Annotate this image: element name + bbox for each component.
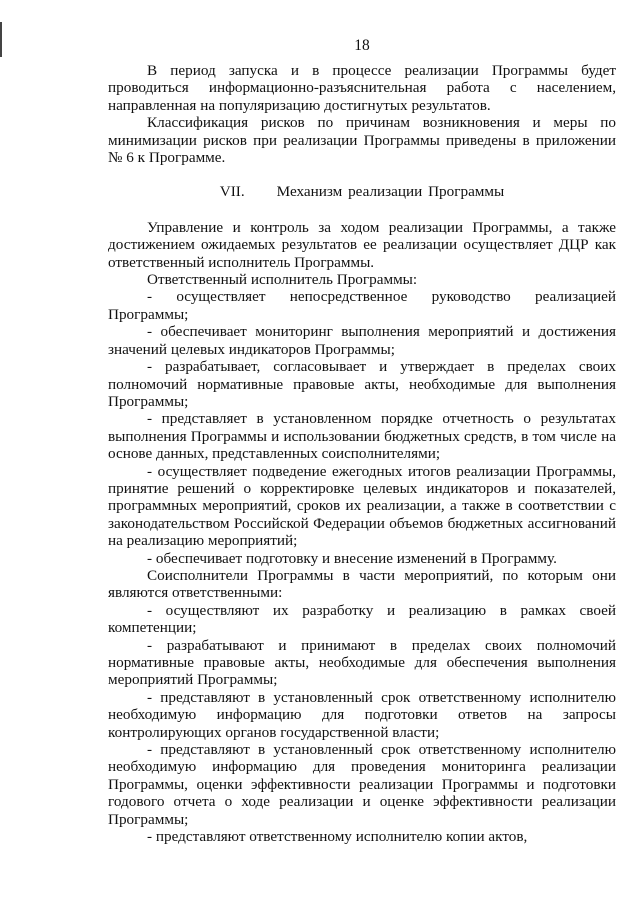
paragraph: Ответственный исполнитель Программы: bbox=[147, 271, 418, 289]
list-item: - представляют в установленный срок ответственному исполнителю необходимую информацию для подготовки ответов на запросы контролирующих органов государственной власти; bbox=[108, 688, 616, 741]
list-item: - осуществляет подведение ежегодных итогов реализации Программы, принятие решений о корректировке целевых индикаторов и показателей, программных мероприятий, сроков их реализации, а также в соответствии с законодательством Российской Федерации объемов бюджетных ассигнований на реализацию мероприятий; bbox=[108, 462, 616, 550]
section-title: Механизм реализации Программы bbox=[276, 183, 505, 201]
section-number: VII. bbox=[219, 183, 245, 201]
list-item: - обеспечивает подготовку и внесение изменений в Программу. bbox=[147, 549, 557, 567]
section-heading bbox=[108, 183, 616, 200]
list-item: - обеспечивает мониторинг выполнения мероприятий и достижения значений целевых индикаторов Программы; bbox=[108, 323, 616, 358]
list-item: - представляют ответственному исполнителю копии актов, bbox=[147, 828, 528, 846]
list-item: - осуществляет непосредственное руководство реализацией Программы; bbox=[108, 288, 616, 323]
page-number: 18 bbox=[354, 37, 370, 54]
list-item: - осуществляют их разработку и реализацию в рамках своей компетенции; bbox=[108, 601, 616, 637]
scan-edge-mark bbox=[0, 22, 2, 57]
paragraph: Управление и контроль за ходом реализации Программы, а также достижением ожидаемых результатов ее реализации осуществляет ДЦР как ответственный исполнитель Программы. bbox=[108, 218, 616, 271]
list-item: - разрабатывают и принимают в пределах своих полномочий нормативные правовые акты, необходимые для обеспечения выполнения мероприятий Программы; bbox=[108, 636, 616, 689]
list-item: - разрабатывает, согласовывает и утверждает в пределах своих полномочий нормативные правовые акты, необходимые для выполнения Программы; bbox=[108, 358, 616, 410]
paragraph: Классификация рисков по причинам возникновения и меры по минимизации рисков при реализации Программы приведены в приложении № 6 к Программе. bbox=[108, 114, 616, 167]
paragraph: В период запуска и в процессе реализации Программы будет проводиться информационно-разъяснительная работа с населением, направленная на популяризацию достигнутых результатов. bbox=[108, 62, 616, 114]
document-body bbox=[108, 62, 616, 845]
list-item: - представляет в установленном порядке отчетность о результатах выполнения Программы и использовании бюджетных средств, в том числе на основе данных, представленных соисполнителями; bbox=[108, 410, 616, 463]
paragraph: Соисполнители Программы в части мероприятий, по которым они являются ответственными: bbox=[108, 566, 616, 602]
list-item: - представляют в установленный срок ответственному исполнителю необходимую информацию для проведения мониторинга реализации Программы, оценки эффективности реализации Программы и подготовки годового отчета о ходе реализации и оценке эффективности реализации Программы; bbox=[108, 741, 616, 828]
